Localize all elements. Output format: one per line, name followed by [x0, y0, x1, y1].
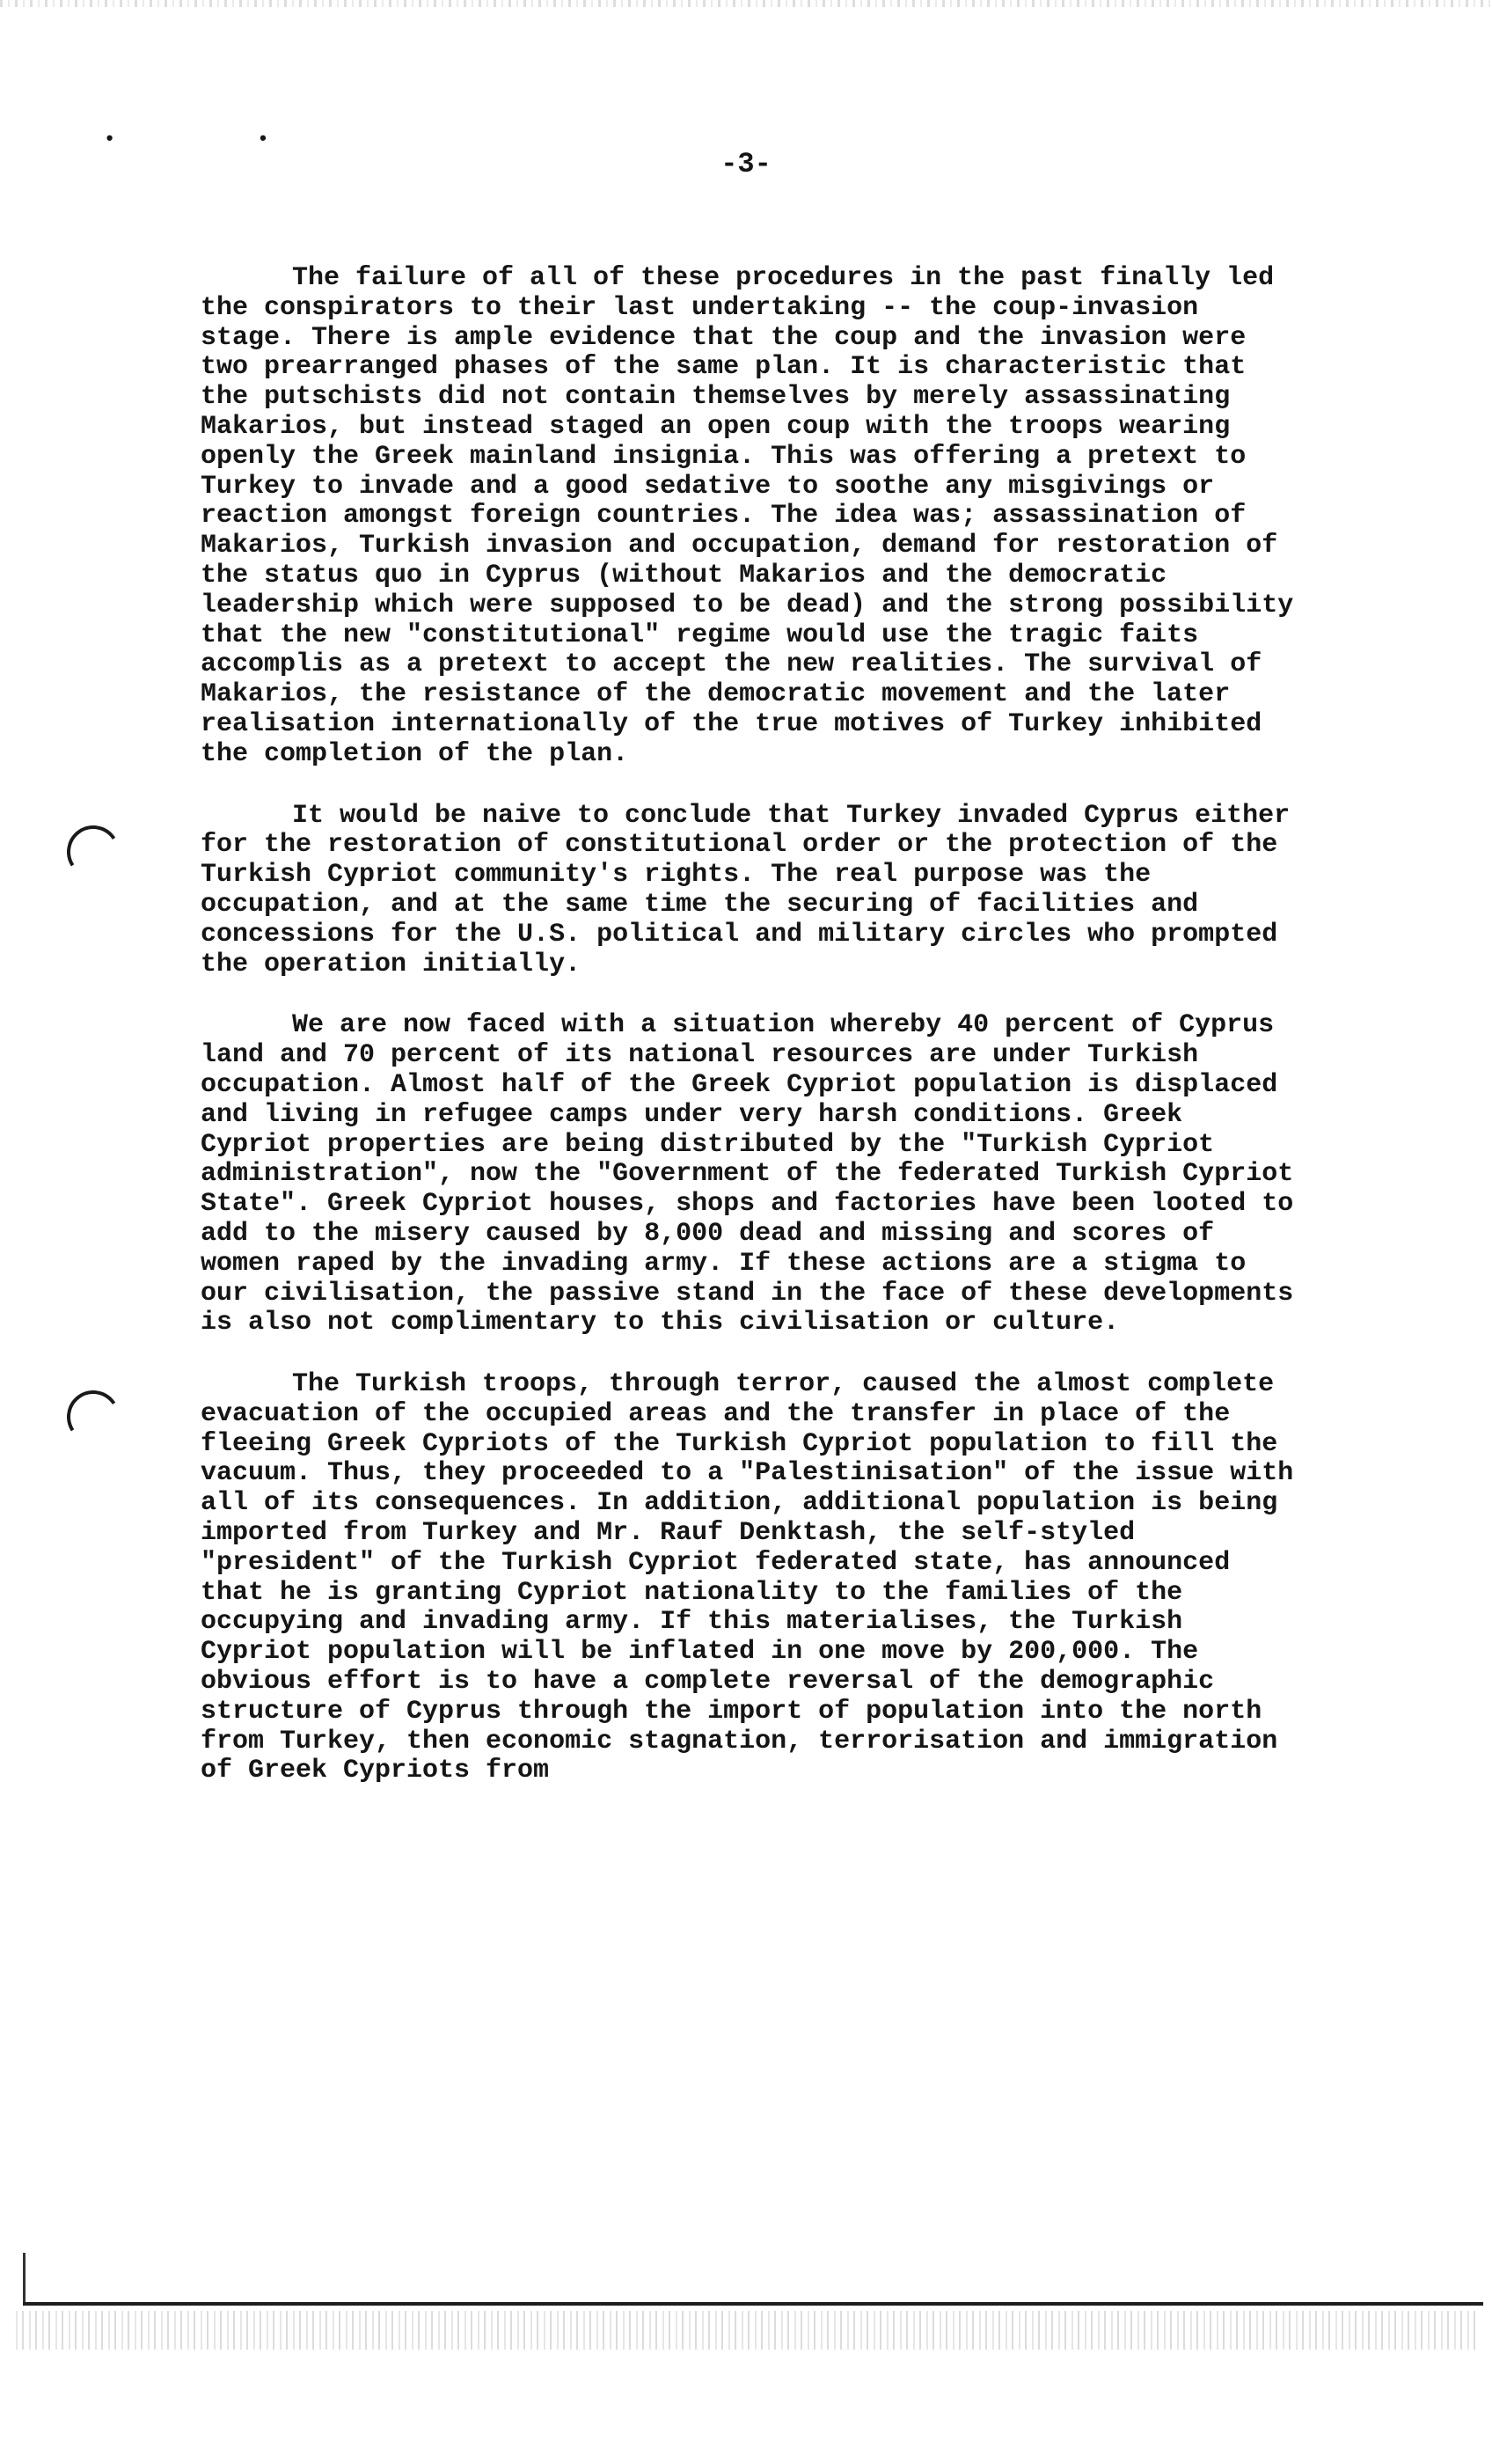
paragraph-3: We are now faced with a situation whereby 40 percent of Cyprus land and 70 percent of its national resources are under Turkish occupation. Almost half of the Greek Cypriot population is displaced and living in refugee camps under very harsh conditions. Greek Cypriot properties are being distributed by the "Turkish Cypriot administration", now the "Government of the federated Turkish Cypriot State". Greek Cypriot houses, shops and factories have been looted to add to the misery caused by 8,000 dead and missing and scores of women raped by the invading army. If these actions are a stigma to our civilisation, the passive stand in the face of these developments is also not complimentary to this civilisation or culture.: [201, 1010, 1294, 1338]
page-number: -3-: [720, 148, 772, 180]
paragraph-1: The failure of all of these procedures in the past finally led the conspirators to their last undertaking -- the coup-invasion stage. There is ample evidence that the coup and the invasion were two prearranged phases of the same plan. It is characteristic that the putschists did not contain themselves by merely assassinating Makarios, but instead staged an open coup with the troops wearing openly the Greek mainland insignia. This was offering a pretext to Turkey to invade and a good sedative to soothe any misgivings or reaction amongst foreign countries. The idea was; assassination of Makarios, Turkish invasion and occupation, demand for restoration of the status quo in Cyprus (without Makarios and the democratic leadership which were supposed to be dead) and the strong possibility that the new "constitutional" regime would use the tragic faits accomplis as a pretext to accept the new realities. The survival of Makarios, the resistance of the democratic movement and the later realisation internationally of the true motives of Turkey inhibited the completion of the plan.: [201, 263, 1294, 769]
paragraph-2: It would be naive to conclude that Turkey invaded Cyprus either for the restoration of constitutional order or the protection of the Turkish Cypriot community's rights. The real purpose was the occupation, and at the same time the securing of facilities and concessions for the U.S. political and military circles who prompted the operation initially.: [201, 800, 1291, 979]
scan-edge-line: [23, 2253, 26, 2306]
scan-artifact-bottom: [16, 2311, 1476, 2350]
punch-hole-icon: [62, 1385, 124, 1448]
punch-hole-icon: [62, 820, 124, 883]
body-text: [201, 264, 1309, 1818]
corner-marks: • •: [104, 128, 334, 150]
paragraph-4: The Turkish troops, through terror, caused the almost complete evacuation of the occupied areas and the transfer in place of the fleeing Greek Cypriots of the Turkish Cypriot population to fill the vacuum. Thus, they proceeded to a "Palestinisation" of the issue with all of its consequences. In addition, additional population is being imported from Turkey and Mr. Rauf Denktash, the self-styled "president" of the Turkish Cypriot federated state, has announced that he is granting Cypriot nationality to the families of the occupying and invading army. If this materialises, the Turkish Cypriot population will be inflated in one move by 200,000. The obvious effort is to have a complete reversal of the demographic structure of Cyprus through the import of population into the north from Turkey, then economic stagnation, terrorisation and immigration of Greek Cypriots from: [201, 1369, 1294, 1786]
scan-artifact-top: [0, 0, 1492, 7]
bottom-rule: [23, 2302, 1483, 2306]
